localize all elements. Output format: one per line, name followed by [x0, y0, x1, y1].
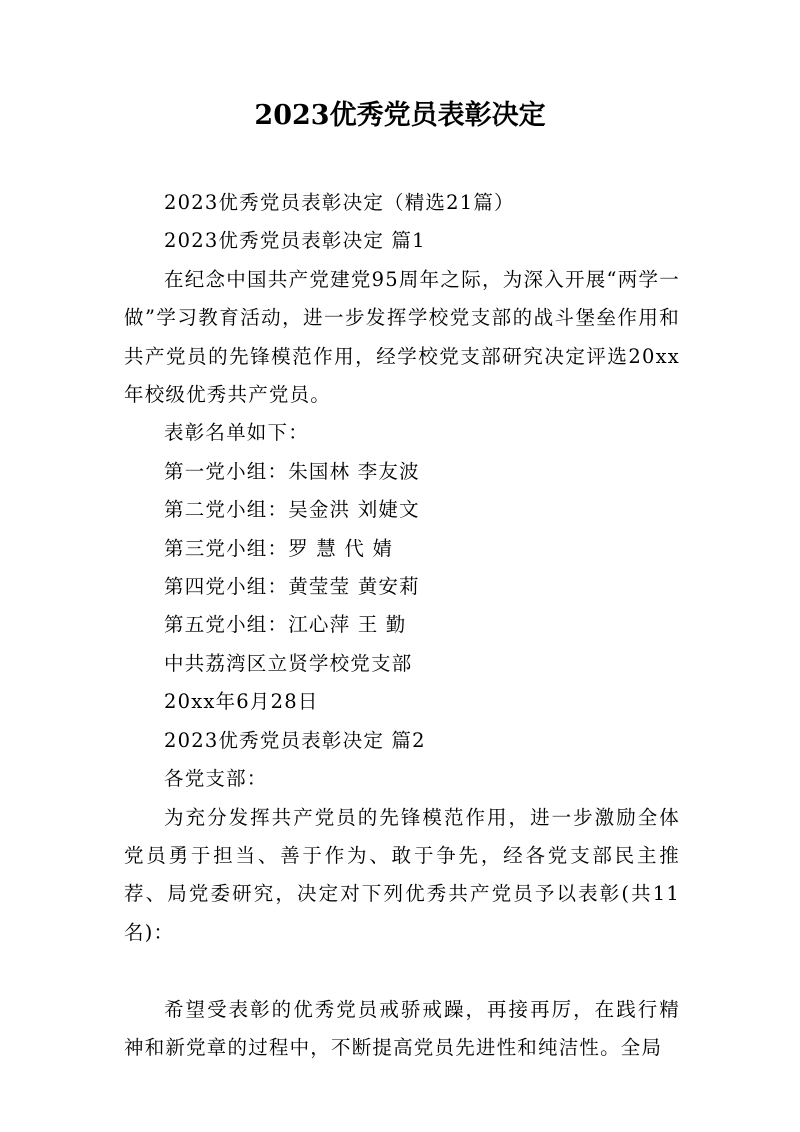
issue-date: 20xx年6月28日 [164, 690, 319, 714]
honoree-group-2: 第二党小组：吴金洪 刘婕文 [164, 498, 420, 522]
blank-line [124, 952, 680, 990]
section-heading-2: 2023优秀党员表彰决定 篇2 [164, 728, 426, 752]
honoree-group-3: 第三党小组：罗 慧 代 婧 [164, 536, 394, 560]
honoree-group-4: 第四党小组：黄莹莹 黄安莉 [164, 575, 420, 599]
document-body [124, 184, 680, 1067]
honoree-group-1: 第一党小组：朱国林 李友波 [164, 459, 420, 483]
issuer-signature: 中共荔湾区立贤学校党支部 [164, 651, 413, 675]
section-heading-1: 2023优秀党员表彰决定 篇1 [164, 229, 426, 253]
salutation: 各党支部： [164, 767, 268, 791]
list-intro: 表彰名单如下： [164, 421, 309, 445]
collection-heading: 2023优秀党员表彰决定（精选21篇） [164, 191, 515, 214]
honoree-group-5: 第五党小组：江心萍 王 勤 [164, 613, 407, 637]
document-title: 2023优秀党员表彰决定 [254, 100, 546, 131]
closing-paragraph: 希望受表彰的优秀党员戒骄戒躁，再接再厉，在践行精神和新党章的过程中，不断提高党员先进性和纯洁性。全局 [124, 997, 680, 1059]
intro-paragraph: 在纪念中国共产党建党95周年之际，为深入开展“两学一做”学习教育活动，进一步发挥学校党支部的战斗堡垒作用和共产党员的先锋模范作用，经学校党支部研究决定评选20xx年校级优秀共产党员。 [124, 267, 680, 407]
decision-paragraph: 为充分发挥共产党员的先锋模范作用，进一步激励全体党员勇于担当、善于作为、敢于争先，经各党支部民主推荐、局党委研究，决定对下列优秀共产党员予以表彰(共11名)： [124, 805, 680, 944]
